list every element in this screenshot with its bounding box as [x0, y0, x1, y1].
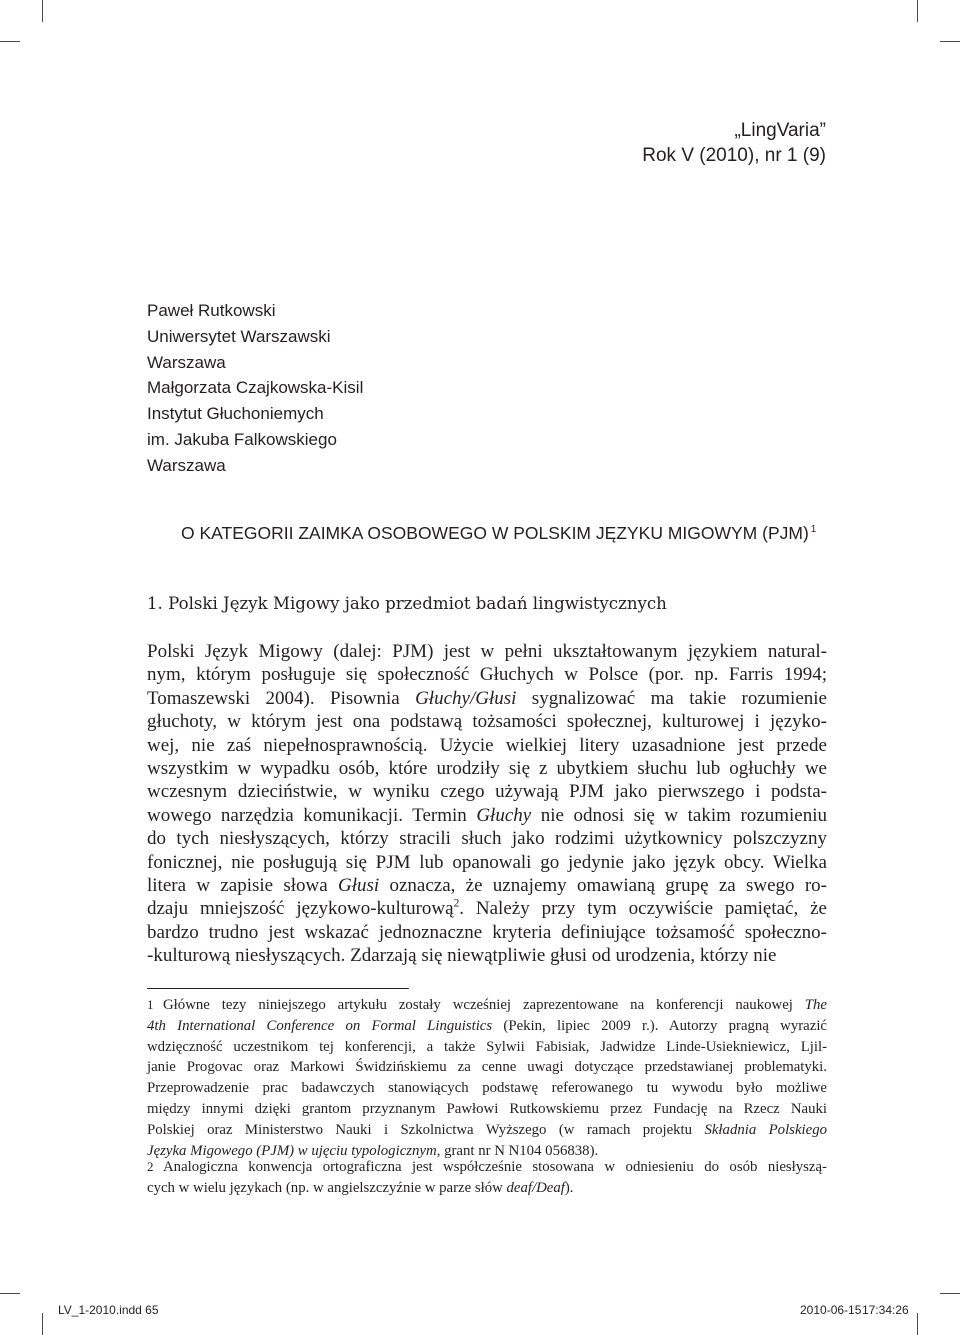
text-line: fonicznej, nie posługują się PJM lub opanowali go jedynie jako język obcy. Wielka [147, 851, 827, 873]
author-city: Warszawa [147, 455, 226, 475]
section-heading: 1. Polski Język Migowy jako przedmiot badań lingwistycznych [147, 594, 667, 613]
author-name: Małgorzata Czajkowska-Kisil [147, 378, 364, 398]
crop-mark [917, 0, 918, 22]
crop-mark [940, 41, 960, 42]
footnote-number: 2 [147, 1159, 154, 1174]
text-line: wej, nie zaś niepełnosprawnością. Użycie wielkiej litery uzasadnione jest przede [147, 734, 827, 756]
text-line: do tych niesłyszących, którzy stracili słuch jako rodzimi użytkownicy polszczyzny [147, 828, 827, 850]
text-line: Analogiczna konwencja ortograficzna jest współcześnie stosowana w odniesieniu do osób niesłyszą- [163, 1159, 827, 1175]
text-line: Języka Migowego (PJM) w ujęciu typologicznym, grant nr N N104 056838). [147, 1142, 599, 1159]
author-city: Warszawa [147, 352, 226, 372]
author-block [147, 298, 547, 479]
text-line: cych w wielu językach (np. w angielszczyźnie w parze słów deaf/Deaf). [147, 1179, 574, 1196]
text-line: Polski Język Migowy (dalej: PJM) jest w pełni ukształtowanym językiem natural- [147, 641, 827, 662]
text-line: Przeprowadzenie prac badawczych stanowiących podstawę referowanego tu wywodu było możliwe [147, 1080, 827, 1097]
author-name: Paweł Rutkowski [147, 301, 276, 320]
text-line: dzaju mniejszość językowo-kulturową$^2$. Należy przy tym oczywiście pamiętać, że [147, 898, 827, 920]
footnote-rule [147, 988, 409, 989]
crop-mark [42, 0, 43, 22]
article-title [181, 518, 816, 545]
text-line: -kulturową niesłyszących. Zdarzają się niewątpliwie głusi od urodzenia, którzy nie [147, 945, 777, 967]
author-affiliation: Uniwersytet Warszawski [147, 326, 331, 346]
text-line: nym, którym posługuje się społeczność Głuchych w Polsce (por. np. Farris 1994; [147, 664, 827, 686]
author-affiliation: Instytut Głuchoniemych [147, 404, 324, 424]
footnote-mark: 1 [810, 524, 817, 535]
article-title-text: O KATEGORII ZAIMKA OSOBOWEGO W POLSKIM JĘZYKU MIGOWYM (PJM) [181, 523, 809, 543]
text-line: między innymi dzięki grantom przyznanym Pawłowi Rutkowskiemu przez Fundację na Rzecz Nauki [147, 1100, 827, 1117]
text-line: wdzięczność uczestnikom tej konferencji, a także Sylwii Fabisiak, Jadwidze Linde-Usiekniewicz, Ljil- [147, 1038, 827, 1055]
footnote-1 [147, 995, 827, 1161]
text-line: Polskiej oraz Ministerstwo Nauki i Szkolnictwa Wyższego (w ramach projektu Składnia Polskiego [147, 1121, 827, 1138]
text-line: Główne tezy niniejszego artykułu zostały wcześniej zaprezentowane na konferencji naukowej The [163, 997, 827, 1013]
footnote-text [147, 995, 827, 1161]
crop-mark [42, 1313, 43, 1335]
journal-name: „LingVaria” [734, 120, 826, 141]
footnote-2 [147, 1157, 827, 1199]
footnote-number: 1 [147, 997, 154, 1012]
footnote-text [147, 1157, 827, 1199]
text-line: wszystkim w wypadku osób, które urodziły się z ubytkiem słuchu lub ogłuchły we [147, 758, 827, 780]
slug-date: 2010-06-15 [800, 1303, 862, 1317]
text-line: janie Progovac oraz Markowi Świdzińskiemu za cenne uwagi dotyczące przedstawianej problematyki. [147, 1059, 827, 1076]
text-line: litera w zapisie słowa Głusi oznacza, że uznajemy omawianą grupę za swego ro- [147, 875, 827, 897]
text-line: bardzo trudno jest wskazać jednoznaczne kryteria definiujące tożsamość społeczno- [147, 921, 827, 943]
crop-mark [917, 1313, 918, 1335]
journal-issue: Rok V (2010), nr 1 (9) [642, 145, 826, 166]
text-line: głuchoty, w którym jest ona podstawą tożsamości społecznej, kulturowej i języko- [147, 711, 827, 733]
body-text [147, 640, 827, 968]
text-line: wczesnym dzieciństwie, w wyniku czego używają PJM jako pierwszego i podsta- [147, 781, 827, 803]
text-line: 4th International Conference on Formal Linguistics (Pekin, lipiec 2009 r.). Autorzy pragną wyrazić [147, 1017, 827, 1034]
text-line: Tomaszewski 2004). Pisownia Głuchy/Głusi sygnalizować ma takie rozumienie [147, 687, 827, 709]
author-affiliation: im. Jakuba Falkowskiego [147, 429, 337, 449]
crop-mark [0, 41, 20, 42]
crop-mark [0, 1293, 20, 1294]
crop-mark [940, 1293, 960, 1294]
slug-file: LV_1-2010.indd 65 [58, 1303, 159, 1317]
text-line: wowego narzędzia komunikacji. Termin Głuchy nie odnosi się w takim rozumieniu [147, 804, 827, 826]
slug-time: 17:34:26 [862, 1303, 909, 1317]
